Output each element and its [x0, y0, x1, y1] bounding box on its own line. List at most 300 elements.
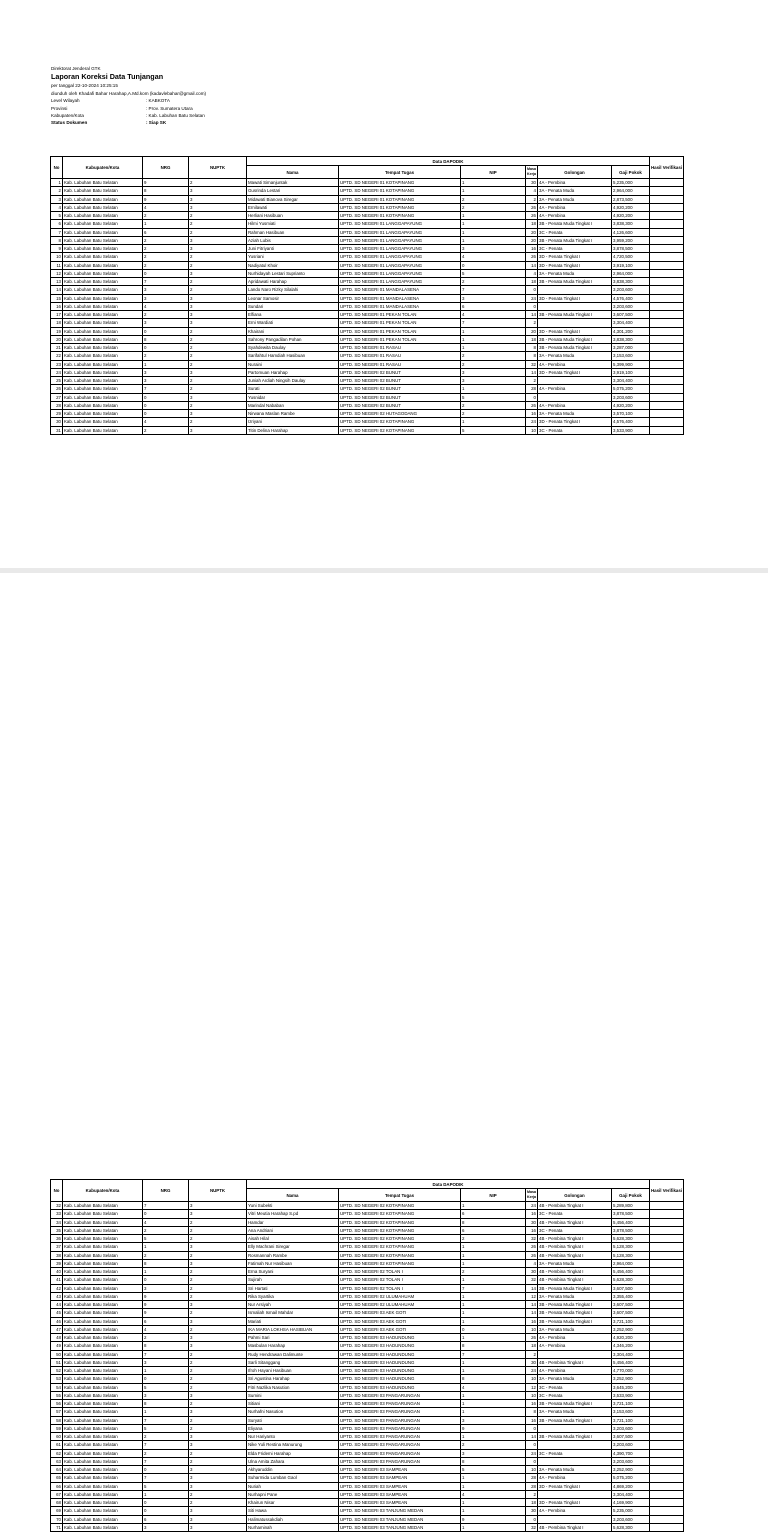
cell-nama: Rosmannah Rambe — [247, 1251, 339, 1259]
cell-golongan: 3A - Penata Muda — [538, 1259, 612, 1267]
cell-nuptk: 3 — [189, 1334, 247, 1342]
cell-hasil — [650, 1424, 684, 1432]
cell-no: 52 — [51, 1367, 63, 1375]
cell-tempat: UPTD. SD NEGERI 01 PEKAN TOLAN — [339, 335, 461, 343]
cell-nuptk: 2 — [189, 1416, 247, 1424]
cell-gaji: 4,920,200 — [612, 1334, 650, 1342]
cell-tempat: UPTD. SD NEGERI 02 KOTAPINANG — [339, 1259, 461, 1267]
cell-gaji: 3,304,400 — [612, 377, 650, 385]
cell-golongan: 3A - Penata Muda — [538, 352, 612, 360]
table-row — [51, 187, 684, 195]
cell-masa: 16 — [526, 1400, 538, 1408]
cell-kabupaten: Kab. Labuhan Batu Selatan — [63, 253, 143, 261]
cell-gaji: 4,869,200 — [612, 1482, 650, 1490]
cell-nip: 7 — [461, 319, 526, 327]
cell-nuptk: 3 — [189, 302, 247, 310]
table-row — [51, 410, 684, 418]
cell-no: 15 — [51, 294, 63, 302]
cell-hasil — [650, 1235, 684, 1243]
cell-hasil — [650, 352, 684, 360]
org-name: Direktorat Jenderal GTK — [51, 66, 101, 71]
table-row — [51, 368, 684, 376]
table-row — [51, 236, 684, 244]
cell-hasil — [650, 385, 684, 393]
cell-hasil — [650, 1400, 684, 1408]
cell-kabupaten: Kab. Labuhan Batu Selatan — [63, 1243, 143, 1251]
cell-tempat: UPTD. SD NEGERI 01 MANDALASENA — [339, 294, 461, 302]
cell-nip: 2 — [461, 278, 526, 286]
cell-no: 47 — [51, 1325, 63, 1333]
cell-masa: 28 — [526, 1482, 538, 1490]
cell-nrg: 6 — [143, 228, 189, 236]
cell-nip: 1 — [461, 335, 526, 343]
cell-nip: 2 — [461, 1268, 526, 1276]
cell-masa: 14 — [526, 1301, 538, 1309]
cell-no: 68 — [51, 1499, 63, 1507]
cell-golongan: 4B - Pembina Tingkat I — [538, 1523, 612, 1531]
cell-tempat: UPTD. SD NEGERI 03 PANGARUNGAN — [339, 1433, 461, 1441]
table-row — [51, 1391, 684, 1399]
cell-masa: 10 — [526, 1391, 538, 1399]
cell-nrg: 2 — [143, 261, 189, 269]
cell-no: 21 — [51, 344, 63, 352]
col-nrg-header: NRG — [143, 1180, 189, 1202]
cell-nuptk: 2 — [189, 1490, 247, 1498]
cell-nip: 1 — [461, 1259, 526, 1267]
table-row — [51, 245, 684, 253]
cell-nrg: 7 — [143, 385, 189, 393]
cell-nuptk: 2 — [189, 286, 247, 294]
cell-nrg: 3 — [143, 1284, 189, 1292]
cell-nama: Herliani Hasibuan — [247, 212, 339, 220]
cell-no: 31 — [51, 426, 63, 434]
cell-masa: 26 — [526, 212, 538, 220]
cell-nuptk: 3 — [189, 1259, 247, 1267]
cell-hasil — [650, 278, 684, 286]
cell-nip: 1 — [461, 385, 526, 393]
cell-nama: Vitri Meutia Harahap S.pd — [247, 1210, 339, 1218]
cell-masa: 18 — [526, 335, 538, 343]
cell-no: 6 — [51, 220, 63, 228]
cell-gaji: 4,720,500 — [612, 253, 650, 261]
cell-nrg: 3 — [143, 294, 189, 302]
cell-hasil — [650, 228, 684, 236]
cell-golongan: 3B - Penata Muda Tingkat I — [538, 278, 612, 286]
cell-tempat: UPTD. SD NEGERI 03 HADUNDUNG — [339, 1367, 461, 1375]
cell-hasil — [650, 245, 684, 253]
table-row — [51, 1375, 684, 1383]
cell-nama: Titin Delina Harahap — [247, 426, 339, 434]
cell-tempat: UPTD. SD NEGERI 02 TOLAN I — [339, 1276, 461, 1284]
cell-masa: 16 — [526, 1317, 538, 1325]
cell-nuptk: 2 — [189, 1235, 247, 1243]
cell-tempat: UPTD. SD NEGERI 02 BUNUT — [339, 385, 461, 393]
cell-masa: 32 — [526, 1276, 538, 1284]
table-row — [51, 418, 684, 426]
cell-nuptk: 3 — [189, 203, 247, 211]
cell-nuptk: 3 — [189, 1210, 247, 1218]
cell-nrg: 2 — [143, 245, 189, 253]
cell-no: 42 — [51, 1284, 63, 1292]
cell-nip: 1 — [461, 1243, 526, 1251]
cell-nrg: 1 — [143, 360, 189, 368]
cell-no: 39 — [51, 1259, 63, 1267]
cell-no: 50 — [51, 1350, 63, 1358]
cell-gaji: 5,399,900 — [612, 360, 650, 368]
cell-tempat: UPTD. SD NEGERI 01 MANDALASENA — [339, 286, 461, 294]
table-row — [51, 1284, 684, 1292]
cell-gaji: 3,153,600 — [612, 352, 650, 360]
cell-masa: 32 — [526, 1235, 538, 1243]
cell-nuptk: 2 — [189, 1325, 247, 1333]
cell-no: 28 — [51, 401, 63, 409]
cell-golongan: 4A - Pembina — [538, 1342, 612, 1350]
cell-tempat: UPTD. SD NEGERI 03 PANGARUNGAN — [339, 1408, 461, 1416]
cell-nrg: 3 — [143, 1391, 189, 1399]
cell-nrg: 3 — [143, 286, 189, 294]
cell-nip: 1 — [461, 1251, 526, 1259]
cell-no: 35 — [51, 1226, 63, 1234]
cell-nip: 1 — [461, 1202, 526, 1210]
cell-hasil — [650, 1243, 684, 1251]
cell-tempat: UPTD. SD NEGERI 01 RASAU — [339, 352, 461, 360]
cell-tempat: UPTD. SD NEGERI 01 LANGGAPAYUNG — [339, 269, 461, 277]
cell-golongan: 3D - Penata Tingkat I — [538, 261, 612, 269]
cell-nrg: 1 — [143, 1268, 189, 1276]
cell-kabupaten: Kab. Labuhan Batu Selatan — [63, 203, 143, 211]
cell-nrg: 4 — [143, 302, 189, 310]
cell-no: 29 — [51, 410, 63, 418]
table-row — [51, 1523, 684, 1531]
cell-nrg: 7 — [143, 1416, 189, 1424]
cell-nip: 1 — [461, 1292, 526, 1300]
cell-nip: 7 — [461, 1350, 526, 1358]
cell-nrg: 0 — [143, 1276, 189, 1284]
cell-nuptk: 3 — [189, 187, 247, 195]
cell-nuptk: 2 — [189, 352, 247, 360]
cell-nama: Nurhapni Pane — [247, 1490, 339, 1498]
cell-nrg: 7 — [143, 1350, 189, 1358]
cell-nip: 1 — [461, 1301, 526, 1309]
cell-masa: 2 — [526, 377, 538, 385]
cell-kabupaten: Kab. Labuhan Batu Selatan — [63, 245, 143, 253]
cell-masa: 26 — [526, 203, 538, 211]
cell-gaji: 3,203,600 — [612, 302, 650, 310]
cell-nip: 0 — [461, 261, 526, 269]
cell-nrg: 0 — [143, 344, 189, 352]
cell-nama: Sarli Sitanggang — [247, 1358, 339, 1366]
cell-tempat: UPTD. SD NEGERI 03 AEK GOTI — [339, 1325, 461, 1333]
cell-nama: Nurhidayah Lestari Suprianto — [247, 269, 339, 277]
cell-nuptk: 2 — [189, 1251, 247, 1259]
cell-nrg: 9 — [143, 195, 189, 203]
cell-nrg: 0 — [143, 1375, 189, 1383]
cell-hasil — [650, 377, 684, 385]
cell-tempat: UPTD. SD NEGERI 01 PEKAN TOLAN — [339, 319, 461, 327]
cell-golongan: 4A - Pembina — [538, 212, 612, 220]
cell-kabupaten: Kab. Labuhan Batu Selatan — [63, 418, 143, 426]
cell-nip: 2 — [461, 195, 526, 203]
cell-gaji: 3,252,900 — [612, 1375, 650, 1383]
cell-nrg: 0 — [143, 269, 189, 277]
table-row — [51, 1358, 684, 1366]
cell-nip: 1 — [461, 1309, 526, 1317]
cell-no: 59 — [51, 1424, 63, 1432]
cell-gaji: 3,533,900 — [612, 1391, 650, 1399]
cell-nama: Fatimah Nur Hasibuan — [247, 1259, 339, 1267]
cell-gaji: 5,456,400 — [612, 1358, 650, 1366]
cell-hasil — [650, 1367, 684, 1375]
cell-kabupaten: Kab. Labuhan Batu Selatan — [63, 1301, 143, 1309]
cell-tempat: UPTD. SD NEGERI 03 SAMPEAN — [339, 1474, 461, 1482]
cell-hasil — [650, 1259, 684, 1267]
cell-masa: 26 — [526, 1243, 538, 1251]
cell-masa: 24 — [526, 1202, 538, 1210]
cell-gaji: 3,304,400 — [612, 319, 650, 327]
cell-masa: 16 — [526, 410, 538, 418]
cell-tempat: UPTD. SD NEGERI 03 HADUNDUNG — [339, 1375, 461, 1383]
cell-nrg: 5 — [143, 1383, 189, 1391]
cell-gaji: 4,920,200 — [612, 203, 650, 211]
cell-nrg: 0 — [143, 1499, 189, 1507]
cell-gaji: 5,289,800 — [612, 1202, 650, 1210]
cell-no: 49 — [51, 1342, 63, 1350]
cell-nama: Elfiana — [247, 311, 339, 319]
cell-no: 23 — [51, 360, 63, 368]
cell-hasil — [650, 1202, 684, 1210]
table-row — [51, 311, 684, 319]
cell-no: 16 — [51, 302, 63, 310]
cell-tempat: UPTD. SD NEGERI 03 SAMPEAN — [339, 1490, 461, 1498]
cell-nama: Surati — [247, 385, 339, 393]
cell-no: 25 — [51, 377, 63, 385]
cell-tempat: UPTD. SD NEGERI 03 SAMPEAN — [339, 1499, 461, 1507]
cell-nip: 3 — [461, 368, 526, 376]
cell-tempat: UPTD. SD NEGERI 03 HADUNDUNG — [339, 1350, 461, 1358]
cell-nip: 1 — [461, 1400, 526, 1408]
cell-nama: Sundari — [247, 302, 339, 310]
cell-nuptk: 3 — [189, 1202, 247, 1210]
cell-gaji: 3,203,600 — [612, 1424, 650, 1432]
cell-nuptk: 2 — [189, 327, 247, 335]
cell-nip: 8 — [461, 1218, 526, 1226]
cell-no: 66 — [51, 1482, 63, 1490]
cell-kabupaten: Kab. Labuhan Batu Selatan — [63, 385, 143, 393]
cell-hasil — [650, 1433, 684, 1441]
col-nrg-header: NRG — [143, 157, 189, 179]
cell-nip: 1 — [461, 220, 526, 228]
cell-masa: 32 — [526, 1523, 538, 1531]
cell-kabupaten: Kab. Labuhan Batu Selatan — [63, 1210, 143, 1218]
cell-nuptk: 3 — [189, 294, 247, 302]
cell-nuptk: 3 — [189, 1482, 247, 1490]
cell-nuptk: 3 — [189, 1441, 247, 1449]
cell-tempat: UPTD. SD NEGERI 03 HADUNDUNG — [339, 1342, 461, 1350]
table-row — [51, 393, 684, 401]
cell-nama: Leonar Samosir — [247, 294, 339, 302]
cell-nrg: 2 — [143, 1334, 189, 1342]
cell-nama: Khairani — [247, 327, 339, 335]
table-row — [51, 1441, 684, 1449]
cell-masa: 12 — [526, 1383, 538, 1391]
cell-gaji: 3,721,100 — [612, 1317, 650, 1325]
cell-nama: Nur Arsiyah — [247, 1301, 339, 1309]
cell-no: 24 — [51, 368, 63, 376]
cell-gaji: 3,203,600 — [612, 286, 650, 294]
cell-nuptk: 3 — [189, 236, 247, 244]
cell-kabupaten: Kab. Labuhan Batu Selatan — [63, 360, 143, 368]
cell-masa: 10 — [526, 1466, 538, 1474]
cell-nip: 1 — [461, 418, 526, 426]
meta-key: Provinsi — [51, 105, 68, 111]
cell-no: 45 — [51, 1309, 63, 1317]
cell-hasil — [650, 1218, 684, 1226]
cell-gaji: 3,878,500 — [612, 245, 650, 253]
cell-nip: 1 — [461, 1391, 526, 1399]
cell-nrg: 4 — [143, 1218, 189, 1226]
col-nama-header: Nama — [247, 1189, 339, 1202]
cell-nip: 1 — [461, 1276, 526, 1284]
cell-masa: 26 — [526, 401, 538, 409]
cell-nama: Rudy Hendrawan Dalimunte — [247, 1350, 339, 1358]
cell-nama: Sarifahtul Hamdiah Hasibuan — [247, 352, 339, 360]
cell-nip: 4 — [461, 311, 526, 319]
cell-masa: 14 — [526, 1433, 538, 1441]
cell-no: 37 — [51, 1243, 63, 1251]
cell-masa: 26 — [526, 1334, 538, 1342]
cell-tempat: UPTD. SD NEGERI 02 KOTAPINANG — [339, 418, 461, 426]
cell-nip: 2 — [461, 360, 526, 368]
table-row — [51, 1490, 684, 1498]
cell-nrg: 4 — [143, 418, 189, 426]
allowance-table-page-1 — [50, 156, 684, 435]
cell-gaji: 5,128,300 — [612, 1243, 650, 1251]
cell-kabupaten: Kab. Labuhan Batu Selatan — [63, 1325, 143, 1333]
table-row — [51, 1400, 684, 1408]
table-row — [51, 228, 684, 236]
cell-golongan: 3A - Penata Muda — [538, 195, 612, 203]
cell-tempat: UPTD. SD NEGERI 01 MANDALASENA — [339, 302, 461, 310]
table-row — [51, 269, 684, 277]
cell-masa: 30 — [526, 1218, 538, 1226]
cell-kabupaten: Kab. Labuhan Batu Selatan — [63, 1350, 143, 1358]
cell-nrg: 8 — [143, 1400, 189, 1408]
cell-nama: Nike Yuli Restina Manurung — [247, 1441, 339, 1449]
cell-nuptk: 3 — [189, 368, 247, 376]
cell-gaji: 3,252,900 — [612, 1325, 650, 1333]
cell-nama: Nuraini — [247, 360, 339, 368]
cell-golongan: 3C - Penata — [538, 1449, 612, 1457]
cell-tempat: UPTD. SD NEGERI 01 RASAU — [339, 344, 461, 352]
cell-nama: Ismaliah Ismail Mahdar — [247, 1309, 339, 1317]
cell-nuptk: 2 — [189, 1309, 247, 1317]
allowance-table-page-2 — [50, 1179, 684, 1532]
cell-nama: Nurhafni Nasution — [247, 1408, 339, 1416]
table-row — [51, 179, 684, 187]
cell-tempat: UPTD. SD NEGERI 03 AEK GOTI — [339, 1309, 461, 1317]
cell-golongan: 3B - Penata Muda Tingkat I — [538, 335, 612, 343]
table-row — [51, 1515, 684, 1523]
cell-nuptk: 3 — [189, 245, 247, 253]
cell-nrg: 0 — [143, 1210, 189, 1218]
cell-hasil — [650, 335, 684, 343]
cell-golongan: 4B - Pembina Tingkat I — [538, 1358, 612, 1366]
cell-hasil — [650, 1309, 684, 1317]
cell-nuptk: 2 — [189, 1383, 247, 1391]
cell-golongan: 4A - Pembina — [538, 203, 612, 211]
table-row — [51, 302, 684, 310]
cell-hasil — [650, 1507, 684, 1515]
cell-kabupaten: Kab. Labuhan Batu Selatan — [63, 286, 143, 294]
cell-masa: 14 — [526, 1309, 538, 1317]
cell-nama: Mariati — [247, 1317, 339, 1325]
table-row — [51, 401, 684, 409]
table-row — [51, 1350, 684, 1358]
cell-golongan: 4B - Pembina Tingkat I — [538, 1202, 612, 1210]
cell-nip: 6 — [461, 1226, 526, 1234]
cell-tempat: UPTD. SD NEGERI 03 PANGARUNGAN — [339, 1441, 461, 1449]
cell-kabupaten: Kab. Labuhan Batu Selatan — [63, 278, 143, 286]
cell-kabupaten: Kab. Labuhan Batu Selatan — [63, 1457, 143, 1465]
cell-tempat: UPTD. SD NEGERI 01 LANGGAPAYUNG — [339, 278, 461, 286]
cell-nrg: 0 — [143, 1507, 189, 1515]
cell-hasil — [650, 1523, 684, 1531]
col-kabupaten-header: Kabupaten/Kota — [63, 1180, 143, 1202]
cell-tempat: UPTD. SD NEGERI 02 TOLAN I — [339, 1268, 461, 1276]
cell-hasil — [650, 1441, 684, 1449]
table-row — [51, 1259, 684, 1267]
cell-golongan: 3D - Penata Tingkat I — [538, 294, 612, 302]
cell-tempat: UPTD. SD NEGERI 03 PANGARUNGAN — [339, 1400, 461, 1408]
cell-gaji: 3,533,900 — [612, 426, 650, 434]
cell-nuptk: 2 — [189, 179, 247, 187]
cell-nrg: 2 — [143, 1449, 189, 1457]
table-row — [51, 294, 684, 302]
cell-nip: 7 — [461, 286, 526, 294]
cell-nip: 3 — [461, 1449, 526, 1457]
cell-nama: Elly Machrani Siregar — [247, 1243, 339, 1251]
meta-value: : Prov. Sumatera Utara — [146, 105, 193, 111]
table-row — [51, 360, 684, 368]
cell-no: 26 — [51, 385, 63, 393]
report-page-1 — [0, 0, 768, 568]
cell-tempat: UPTD. SD NEGERI 02 KOTAPINANG — [339, 1226, 461, 1234]
cell-no: 33 — [51, 1210, 63, 1218]
cell-kabupaten: Kab. Labuhan Batu Selatan — [63, 335, 143, 343]
cell-hasil — [650, 269, 684, 277]
cell-nip: 1 — [461, 1482, 526, 1490]
cell-hasil — [650, 1490, 684, 1498]
cell-nrg: 9 — [143, 1301, 189, 1309]
cell-golongan: 3A - Penata Muda — [538, 410, 612, 418]
table-row — [51, 1251, 684, 1259]
cell-golongan — [538, 286, 612, 294]
table-row — [51, 1507, 684, 1515]
cell-tempat: UPTD. SD NEGERI 01 KOTAPINANG — [339, 212, 461, 220]
cell-nama: Juniah Ardiah Ningsih Daulay — [247, 377, 339, 385]
cell-nuptk: 3 — [189, 426, 247, 434]
cell-nip: 8 — [461, 1342, 526, 1350]
cell-tempat: UPTD. SD NEGERI 02 KOTAPINANG — [339, 1210, 461, 1218]
cell-nuptk: 2 — [189, 1226, 247, 1234]
cell-masa: 14 — [526, 261, 538, 269]
table-row — [51, 1449, 684, 1457]
meta-row — [51, 119, 206, 126]
cell-tempat: UPTD. SD NEGERI 01 RASAU — [339, 360, 461, 368]
meta-row — [51, 105, 206, 112]
cell-nrg: 8 — [143, 1342, 189, 1350]
cell-kabupaten: Kab. Labuhan Batu Selatan — [63, 1309, 143, 1317]
